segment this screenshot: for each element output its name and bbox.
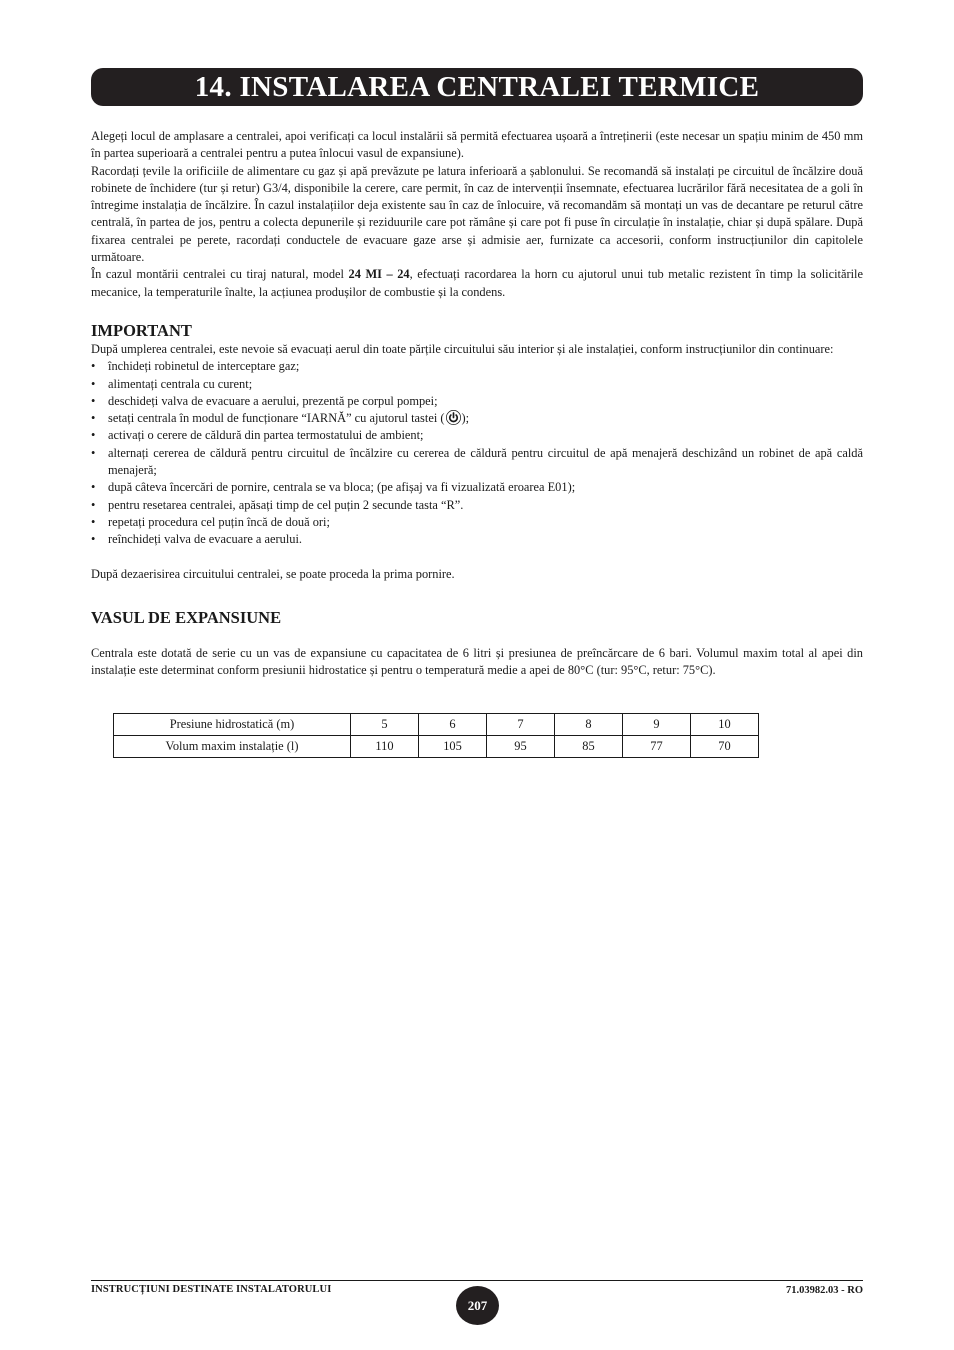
procedure-list [91, 358, 863, 548]
title-bar [91, 68, 863, 106]
intro-p3-text-b: , efectuați racordarea la horn cu ajutorul unui tub metalic rezistent în timp la solicitările mecanice, la temperaturile înalte, la acțiunea produșilor de combustie și la condens. [91, 267, 863, 299]
table-cell: 5 [351, 714, 419, 736]
list-item: • închideți robinetul de interceptare gaz; [91, 358, 863, 375]
list-item: • reînchideți valva de evacuare a aerului. [91, 531, 863, 548]
list-item-text-a: setați centrala în modul de funcționare “IARNĂ” cu ajutorul tastei ( [108, 411, 445, 426]
list-item: • alternați cererea de căldură pentru circuitul de încălzire cu cererea de căldură pentru circuitul de apă menajeră deschizând un robinet de apă caldă menajeră; [91, 445, 863, 480]
list-item-text-b: ); [461, 411, 470, 426]
important-lead: După umplerea centralei, este nevoie să evacuați aerul din toate părțile circuitului său interior și ale instalației, conform instrucțiunilor din continuare: [91, 341, 834, 356]
list-item: • după câteva încercări de pornire, centrala se va bloca; (pe afișaj va fi vizualizată eroarea E01); [91, 479, 863, 496]
table-cell: 77 [623, 736, 691, 758]
table-cell: 7 [487, 714, 555, 736]
list-item: • deschideți valva de evacuare a aerului, prezentă pe corpul pompei; [91, 393, 863, 410]
footer-section-label: INSTRUCȚIUNI DESTINATE INSTALATORULUI [91, 1284, 332, 1295]
table-cell: 9 [623, 714, 691, 736]
table-row [114, 736, 759, 758]
expansion-table [113, 713, 759, 758]
table-cell: 85 [555, 736, 623, 758]
page-number-badge [456, 1286, 499, 1325]
document-code: 71.03982.03 - RO [786, 1285, 863, 1296]
table-cell: 105 [419, 736, 487, 758]
table-row [114, 714, 759, 736]
intro-paragraph-3 [91, 266, 863, 301]
table-cell: 10 [691, 714, 759, 736]
list-item: • activați o cerere de căldură din partea termostatului de ambient; [91, 427, 863, 444]
list-item [91, 410, 863, 427]
vas-heading: VASUL DE EXPANSIUNE [91, 607, 282, 627]
table-row-label: Volum maxim instalație (l) [114, 736, 351, 758]
intro-p3-text-a: În cazul montării centralei cu tiraj natural, model [91, 267, 349, 282]
table-row-label: Presiune hidrostatică (m) [114, 714, 351, 736]
table-cell: 95 [487, 736, 555, 758]
table-cell: 70 [691, 736, 759, 758]
power-icon [446, 410, 461, 425]
page-number: 207 [467, 1297, 488, 1313]
list-item: • alimentați centrala cu curent; [91, 376, 863, 393]
intro-paragraph-1: Alegeți locul de amplasare a centralei, apoi verificați ca locul instalării să permită efectuarea ușoară a întreținerii (este necesar un spațiu minim de 450 mm în partea superioară a centralei pentru a putea înlocui vasul de expansiune). [91, 129, 863, 161]
main-content [91, 128, 863, 679]
vas-paragraph: Centrala este dotată de serie cu un vas de expansiune cu capacitatea de 6 litri și presiunea de preîncărcare de 6 bari. Volumul maxim total al apei din instalație este determinat conform presiunii hidrostatice și pentru o temperatură medie a apei de 80°C (tur: 95°C, retur: 75°C). [91, 645, 863, 678]
important-heading: IMPORTANT [91, 320, 192, 340]
important-after: După dezaerisirea circuitului centralei, se poate proceda la prima pornire. [91, 566, 455, 581]
list-item: • pentru resetarea centralei, apăsați timp de cel puțin 2 secunde tasta “R”. [91, 497, 863, 514]
page-title: 14. INSTALAREA CENTRALEI TERMICE [194, 70, 760, 103]
table-cell: 110 [351, 736, 419, 758]
table-cell: 6 [419, 714, 487, 736]
footer-divider [91, 1280, 863, 1281]
table-cell: 8 [555, 714, 623, 736]
intro-paragraph-2: Racordați țevile la orificiile de alimentare cu gaz și apă prevăzute pe latura inferioară a șablonului. Se recomandă să instalați pe circuitul de încălzire două robinete de închidere (tur și retur) G3/4, disponibile la cerere, care permit, în caz de intervenții însemnate, efectuarea lucrărilor fără necesitatea de a goli în întregime instalația de încălzire. În cazul instalațiilor deja existente sau în caz de înlocuire, vă recomandăm să montați un vas de decantare pe returul către centrală, în partea de jos, pentru a colecta depunerile și reziduurile care pot rămâne și care pot fi puse în circulație în instalație, chiar și după spălare. După fixarea centralei pe perete, racordați conductele de evacuare gaze arse și admisie aer, furnizate ca accesorii, conform instrucțiunilor din capitolele următoare. [91, 163, 863, 265]
model-name: 24 MI – 24 [348, 267, 410, 282]
spacer [91, 549, 863, 566]
list-item: • repetați procedura cel puțin încă de două ori; [91, 514, 863, 531]
